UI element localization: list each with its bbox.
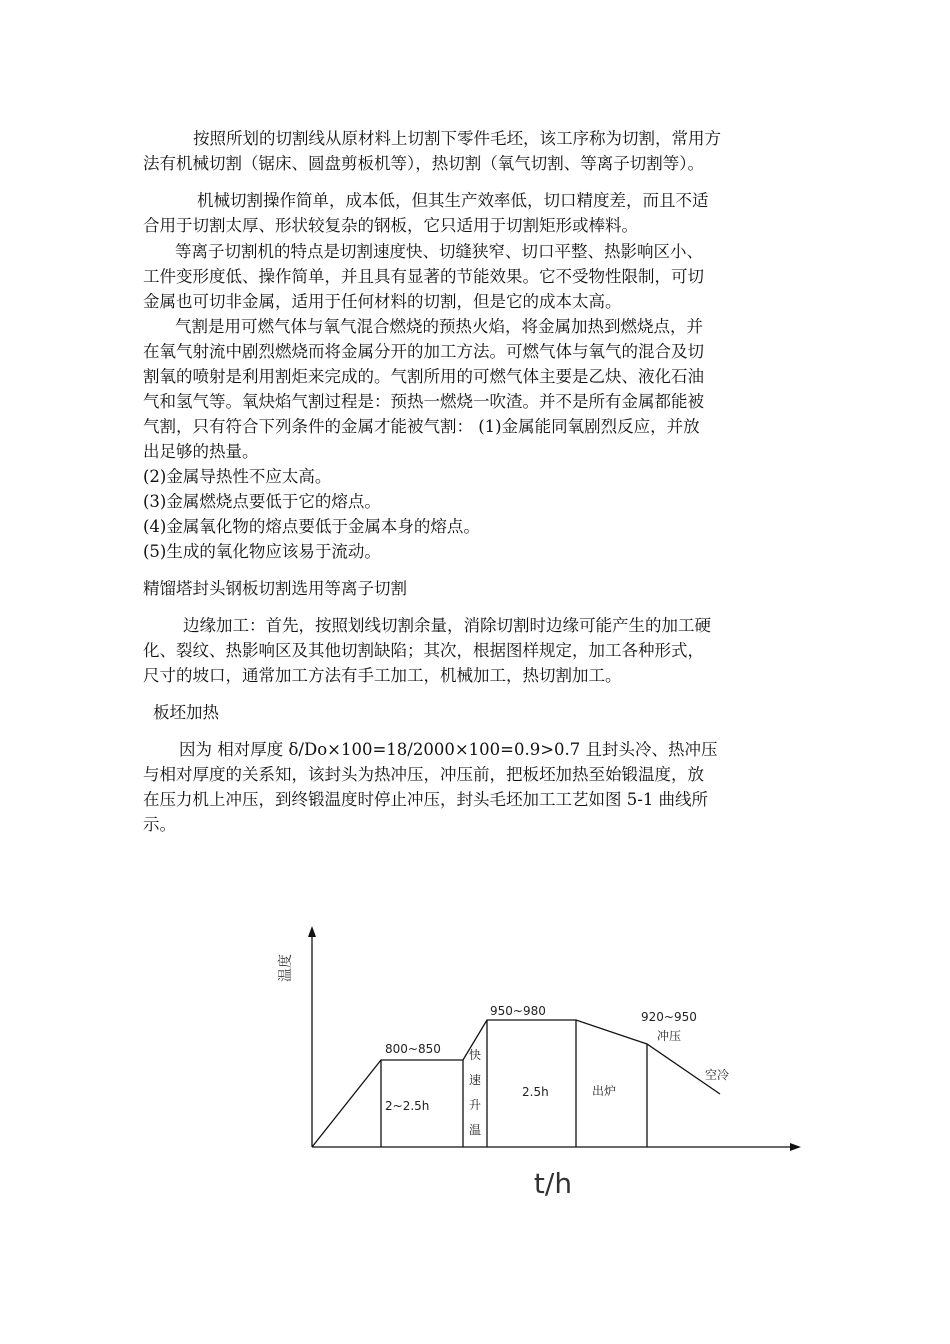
text-line: 出足够的热量。 <box>143 442 259 461</box>
text-line: 化、裂纹、热影响区及其他切割缺陷；其次，根据图样规定，加工各种形式， <box>143 641 704 660</box>
temp-label-950-980: 950~980 <box>490 1004 546 1018</box>
y-axis-label: 温度 <box>278 954 294 982</box>
text-line: 金属也可切非金属，适用于任何材料的切割，但是它的成本太高。 <box>143 292 622 311</box>
text-line: 尺寸的坡口，通常加工方法有手工加工，机械加工，热切割加工。 <box>143 666 622 685</box>
text-line: 机械切割操作简单，成本低，但其生产效率低，切口精度差，而且不适 <box>197 191 709 210</box>
rapid-heating-char: 速 <box>469 1073 482 1087</box>
text-line: 精馏塔封头钢板切割选用等离子切割 <box>143 579 407 598</box>
rapid-heating-char: 升 <box>469 1098 482 1112</box>
text-line: 在氧气射流中剧烈燃烧而将金属分开的加工方法。可燃气体与氧气的混合及切 <box>143 342 704 361</box>
text-line: 按照所划的切割线从原材料上切割下零件毛坯，该工序称为切割，常用方 <box>193 129 721 148</box>
text-line: 示。 <box>143 815 176 834</box>
text-line: 气割，只有符合下列条件的金属才能被气割： (1)金属能同氧剧烈反应，并放 <box>143 417 700 436</box>
list-item: (3)金属燃烧点要低于它的熔点。 <box>143 492 381 511</box>
stamping-label: 冲压 <box>657 1029 682 1043</box>
furnace-out-label: 出炉 <box>592 1084 617 1098</box>
text-line: 边缘加工：首先，按照划线切割余量，消除切割时边缘可能产生的加工硬 <box>183 616 711 635</box>
list-item: (5)生成的氧化物应该易于流动。 <box>143 542 381 561</box>
x-axis-label: t/h <box>533 1167 573 1200</box>
text-line: 合用于切割太厚、形状较复杂的钢板，它只适用于切割矩形或棒料。 <box>143 216 638 235</box>
text-line: 在压力机上冲压，到终锻温度时停止冲压，封头毛坯加工工艺如图 5-1 曲线所 <box>143 790 709 809</box>
section-heading: 板坯加热 <box>153 703 219 722</box>
hold-time-label-2: 2.5h <box>522 1085 549 1099</box>
air-cooling-label: 空冷 <box>705 1068 730 1082</box>
text-line: 工件变形度低、操作简单，并且具有显著的节能效果。它不受物性限制，可切 <box>143 267 704 286</box>
rapid-heating-char: 快 <box>469 1048 482 1062</box>
temp-label-920-950: 920~950 <box>641 1010 697 1024</box>
y-axis-arrow-icon <box>308 926 316 937</box>
list-item: (4)金属氧化物的熔点要低于金属本身的熔点。 <box>143 517 480 536</box>
text-line: 法有机械切割（锯床、圆盘剪板机等），热切割（氧气切割、等离子切割等）。 <box>143 154 704 173</box>
list-item: (2)金属导热性不应太高。 <box>143 467 332 486</box>
rapid-heating-char: 温 <box>469 1123 482 1137</box>
text-line: 等离子切割机的特点是切割速度快、切缝狭窄、切口平整、热影响区小、 <box>175 242 703 261</box>
hold-time-label-1: 2~2.5h <box>385 1099 430 1113</box>
text-line: 气割是用可燃气体与氧气混合燃烧的预热火焰，将金属加热到燃烧点，并 <box>175 317 703 336</box>
x-axis-arrow-icon <box>790 1143 801 1151</box>
text-line: 气和氢气等。氧炔焰气割过程是：预热一燃烧一吹渣。并不是所有金属都能被 <box>143 392 704 411</box>
temp-label-800-850: 800~850 <box>385 1042 441 1056</box>
text-line: 与相对厚度的关系知，该封头为热冲压，冲压前，把板坯加热至始锻温度，放 <box>143 765 704 784</box>
text-line: 割氧的喷射是利用割炬来完成的。气割所用的可燃气体主要是乙炔、液化石油 <box>143 367 704 386</box>
text-line: 因为 相对厚度 δ/Do×100=18/2000×100=0.9>0.7 且封头冷、热冲压 <box>179 740 718 759</box>
